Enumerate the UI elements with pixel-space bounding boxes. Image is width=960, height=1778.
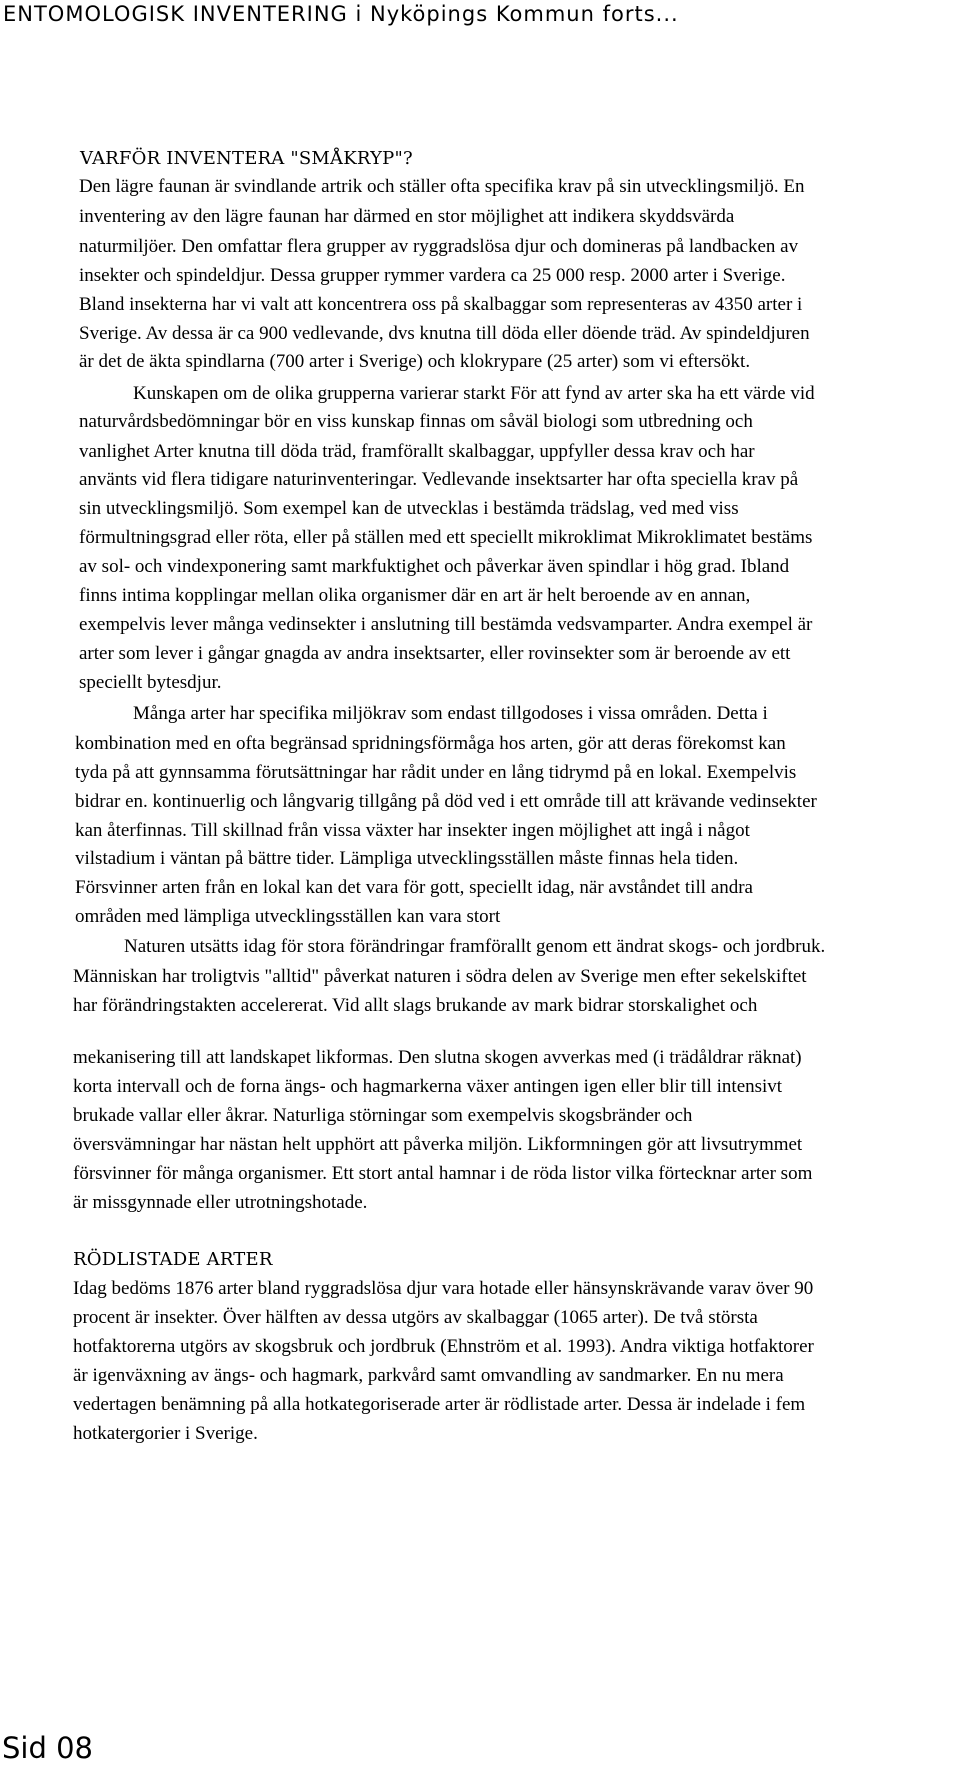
paragraph-line: av sol- och vindexponering samt markfuktighet och påverkar även spindlar i hög grad. Ibland [79, 556, 790, 577]
paragraph-line: Kunskapen om de olika grupperna varierar starkt För att fynd av arter ska ha ett värde vid [133, 383, 815, 404]
paragraph-line: korta intervall och de forna ängs- och hagmarkerna växer antingen igen eller blir till intensivt [73, 1076, 783, 1097]
paragraph-line: översvämningar har nästan helt upphört att påverka miljön. Likformningen gör att livsutrymmet [73, 1134, 803, 1155]
paragraph-line: mekanisering till att landskapet likformas. Den slutna skogen avverkas med (i trädåldrar räknat) [73, 1047, 802, 1068]
paragraph-line: insekter och spindeldjur. Dessa grupper rymmer vardera ca 25 000 resp. 2000 arter i Sverige. [79, 265, 786, 286]
paragraph-line: Människan har troligtvis "alltid" påverkat naturen i södra delen av Sverige men efter sekelskiftet [73, 966, 807, 987]
page-number: Sid 08 [2, 1731, 93, 1765]
paragraph-line: Försvinner arten från en lokal kan det vara för gott, speciellt idag, när avståndet till andra [75, 877, 753, 898]
paragraph-line: sin utvecklingsmiljö. Som exempel kan de utvecklas i bestämda trädslag, ved med viss [79, 498, 739, 519]
paragraph-line: arter som lever i gångar gnagda av andra insektsarter, eller rovinsekter som är beroende av ett [79, 643, 791, 664]
paragraph-line: är igenväxning av ängs- och hagmark, parkvård samt omvandling av sandmarker. En nu mera [73, 1365, 784, 1386]
paragraph-line: försvinner för många organismer. Ett stort antal hamnar i de röda listor vilka förtecknar arter som [73, 1163, 813, 1184]
paragraph-line: exempelvis lever många vedinsekter i anslutning till bestämda vedsvamparter. Andra exempel är [79, 614, 813, 635]
paragraph-line: brukade vallar eller åkrar. Naturliga störningar som exempelvis skogsbränder och [73, 1105, 693, 1126]
paragraph-line: hotfaktorerna utgörs av skogsbruk och jordbruk (Ehnström et al. 1993). Andra viktiga hotfaktorer [73, 1336, 814, 1357]
paragraph-line: Bland insekterna har vi valt att koncentrera oss på skalbaggar som representeras av 4350 arter i [79, 294, 803, 315]
paragraph-line: procent är insekter. Över hälften av dessa utgörs av skalbaggar (1065 arter). De två största [73, 1307, 758, 1328]
paragraph-line: förmultningsgrad eller röta, eller på ställen med ett speciellt mikroklimat Mikroklimatet bestäms [79, 527, 813, 548]
paragraph-line: Naturen utsätts idag för stora förändringar framförallt genom ett ändrat skogs- och jordbruk. [124, 936, 826, 957]
paragraph-line: är det de äkta spindlarna (700 arter i Sverige) och klokrypare (25 arter) som vi eftersökt. [79, 351, 751, 372]
paragraph-line: speciellt bytesdjur. [79, 672, 222, 693]
paragraph-line: är missgynnade eller utrotningshotade. [73, 1192, 368, 1213]
paragraph-line: kombination med en ofta begränsad spridningsförmåga hos arten, gör att deras förekomst kan [75, 733, 786, 754]
paragraph-line: använts vid flera tidigare naturinventeringar. Vedlevande insektsarter har ofta speciella krav på [79, 469, 799, 490]
paragraph-line: vanlighet Arter knutna till döda träd, framförallt skalbaggar, uppfyller dessa krav och har [79, 441, 755, 462]
paragraph-line: finns intima kopplingar mellan olika organismer där en art är helt beroende av en annan, [79, 585, 751, 606]
paragraph-line: tyda på att gynnsamma förutsättningar har rådit under en lång tidrymd på en lokal. Exempelvis [75, 762, 797, 783]
paragraph-line: hotkatergorier i Sverige. [73, 1423, 258, 1444]
paragraph-line: Den lägre faunan är svindlande artrik och ställer ofta specifika krav på sin utvecklingsmiljö. En [79, 176, 805, 197]
paragraph-line: naturvårdsbedömningar bör en viss kunskap finnas om såväl biologi som utbredning och [79, 411, 753, 432]
paragraph-line: bidrar en. kontinuerlig och långvarig tillgång på död ved i ett område till att krävande vedinsekter [75, 791, 817, 812]
paragraph-line: områden med lämpliga utvecklingsställen kan vara stort [75, 906, 501, 927]
paragraph-line: vilstadium i väntan på bättre tider. Lämpliga utvecklingsställen måste finnas hela tiden. [75, 848, 739, 869]
paragraph-line: vedertagen benämning på alla hotkategoriserade arter är rödlistade arter. Dessa är indelade i fem [73, 1394, 806, 1415]
paragraph-line: Många arter har specifika miljökrav som endast tillgodoses i vissa områden. Detta i [133, 703, 768, 724]
document-header: ENTOMOLOGISK INVENTERING i Nyköpings Kommun forts... [3, 2, 679, 26]
paragraph-line: naturmiljöer. Den omfattar flera grupper av ryggradslösa djur och domineras på landbacken av [79, 236, 799, 257]
paragraph-line: inventering av den lägre faunan har därmed en stor möjlighet att indikera skyddsvärda [79, 206, 735, 227]
section-heading: VARFÖR INVENTERA "SMÅKRYP"? [80, 148, 413, 169]
paragraph-line: Idag bedöms 1876 arter bland ryggradslösa djur vara hotade eller hänsynskrävande varav över 90 [73, 1278, 814, 1299]
paragraph-line: har förändringstakten accelererat. Vid allt slags brukande av mark bidrar storskalighet och [73, 995, 758, 1016]
paragraph-line: Sverige. Av dessa är ca 900 vedlevande, dvs knutna till döda eller döende träd. Av spindeldjuren [79, 323, 810, 344]
paragraph-line: kan återfinnas. Till skillnad från vissa växter har insekter ingen möjlighet att ingå i något [75, 820, 750, 841]
section-heading: RÖDLISTADE ARTER [73, 1249, 273, 1270]
